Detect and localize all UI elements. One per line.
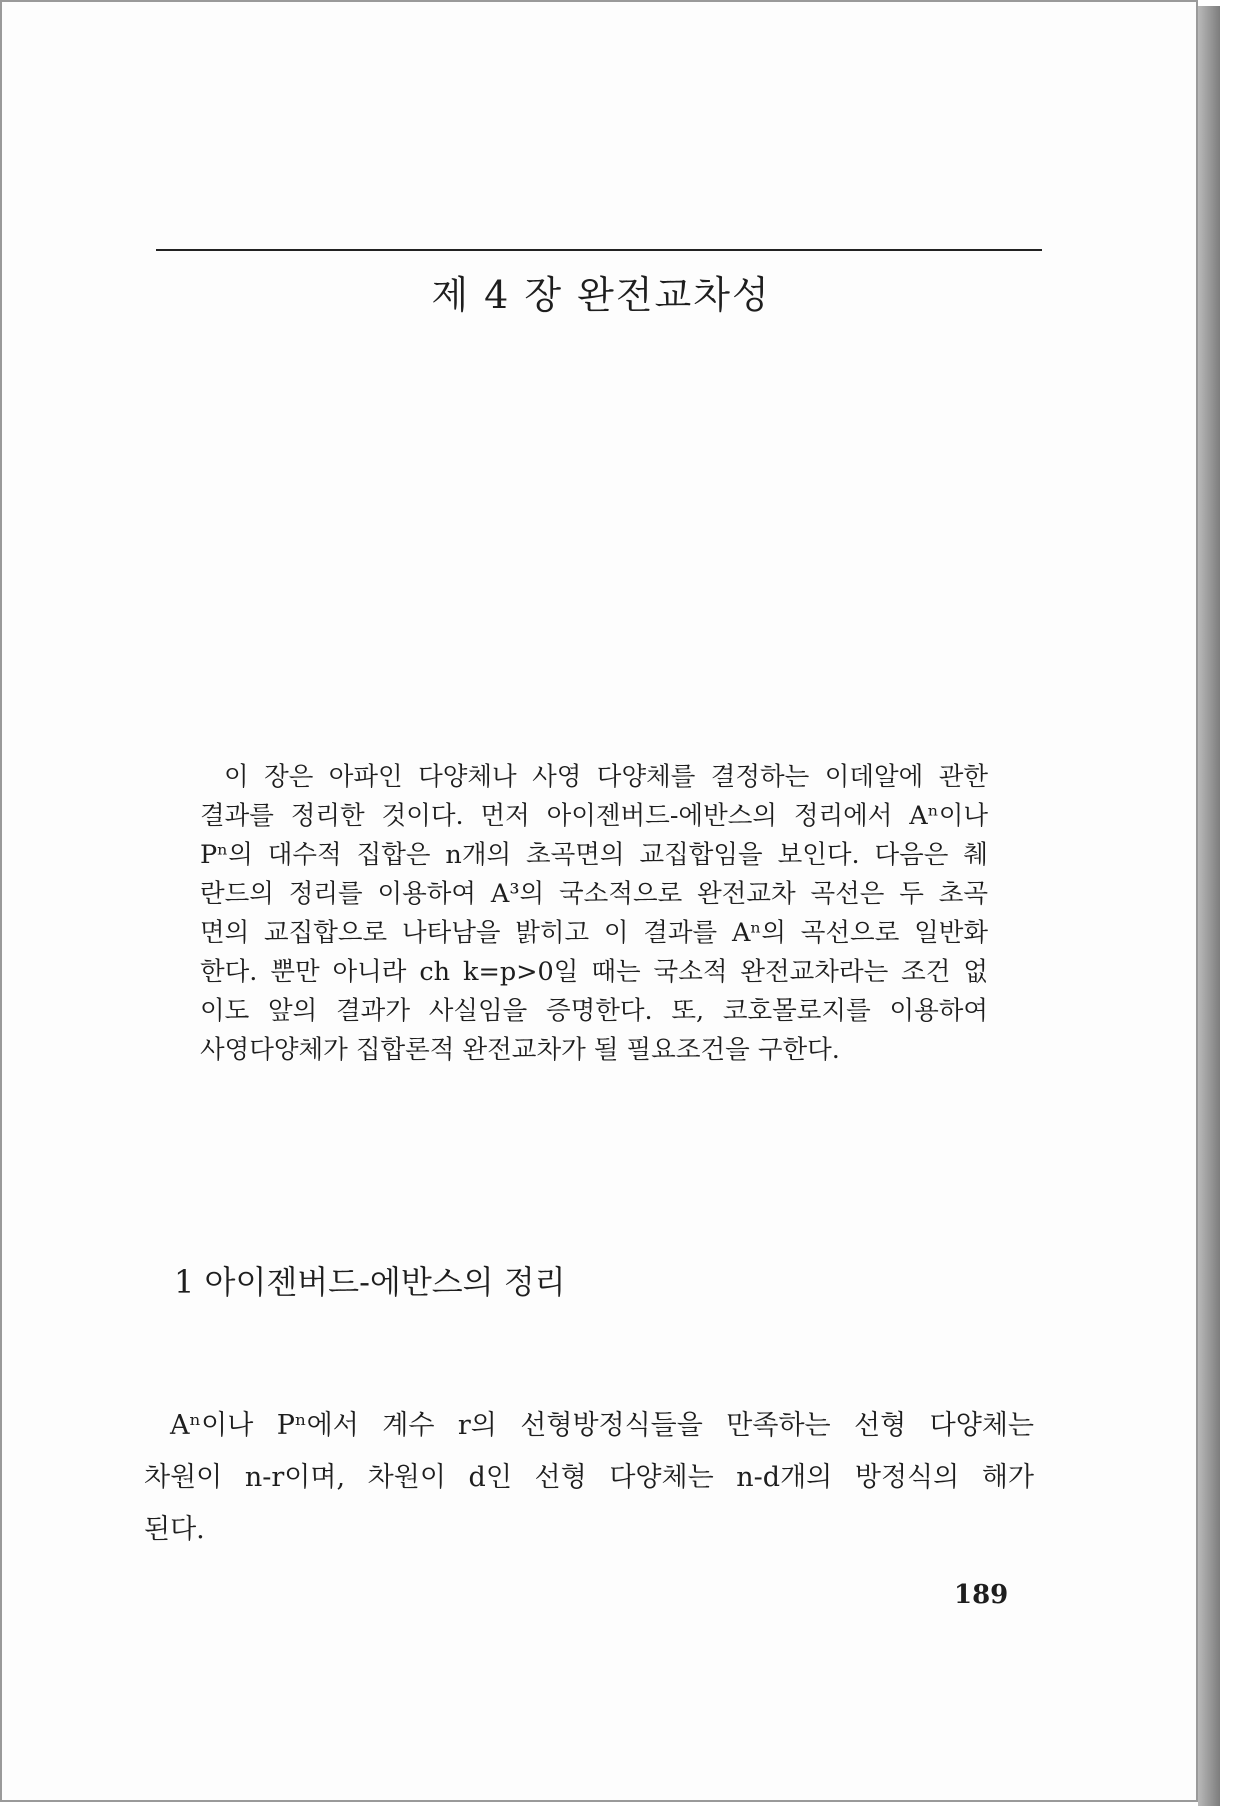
intro-line: 면의 교집합으로 나타남을 밝히고 이 결과를 Aⁿ의 곡선으로 일반화 xyxy=(200,918,988,948)
body-paragraph xyxy=(144,1400,1034,1556)
intro-line: 한다. 뿐만 아니라 ch k=p>0일 때는 국소적 완전교차라는 조건 없 xyxy=(200,957,988,987)
section-heading: 1 아이젠버드-에반스의 정리 xyxy=(174,1263,566,1301)
body-line: Aⁿ이나 Pⁿ에서 계수 r의 선형방정식들을 만족하는 선형 다양체는 xyxy=(170,1410,1034,1441)
page-number: 189 xyxy=(954,1580,1009,1610)
page-edge-shadow xyxy=(1198,6,1220,1806)
intro-line: Pⁿ의 대수적 집합은 n개의 초곡면의 교집합임을 보인다. 다음은 췌 xyxy=(200,840,988,870)
intro-line: 이 장은 아파인 다양체나 사영 다양체를 결정하는 이데알에 관한 xyxy=(224,762,988,792)
intro-line: 이도 앞의 결과가 사실임을 증명한다. 또, 코호몰로지를 이용하여 xyxy=(200,996,988,1026)
body-line: 된다. xyxy=(144,1514,205,1545)
intro-line: 란드의 정리를 이용하여 A³의 국소적으로 완전교차 곡선은 두 초곡 xyxy=(200,879,988,909)
intro-line: 결과를 정리한 것이다. 먼저 아이젠버드-에반스의 정리에서 Aⁿ이나 xyxy=(200,801,988,831)
chapter-rule xyxy=(156,249,1042,251)
chapter-intro-paragraph xyxy=(200,758,988,1070)
intro-line: 사영다양체가 집합론적 완전교차가 될 필요조건을 구한다. xyxy=(200,1035,840,1065)
chapter-title: 제 4 장 완전교차성 xyxy=(431,273,771,317)
body-line: 차원이 n-r이며, 차원이 d인 선형 다양체는 n-d개의 방정식의 해가 xyxy=(144,1462,1034,1493)
